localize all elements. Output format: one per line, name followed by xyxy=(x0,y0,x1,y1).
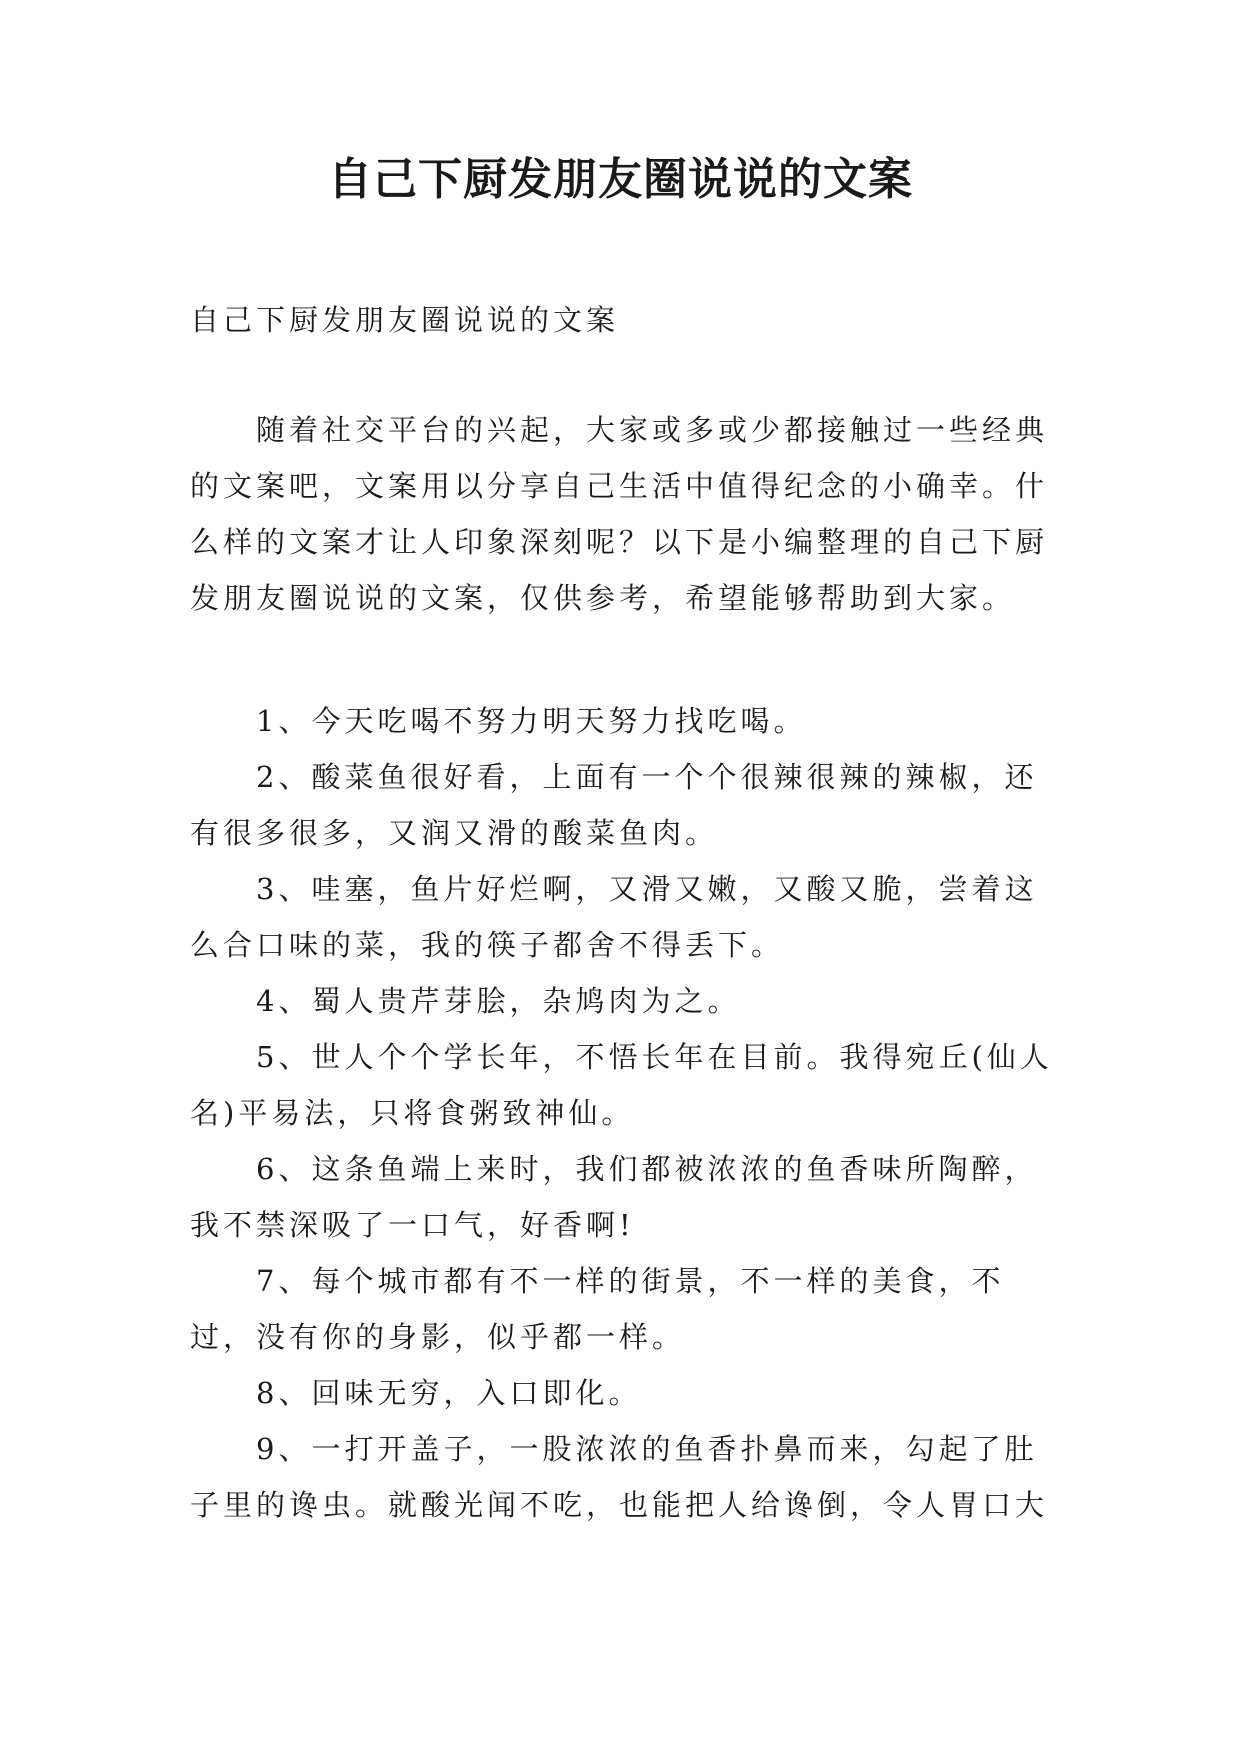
intro-paragraph: 随着社交平台的兴起，大家或多或少都接触过一些经典的文案吧，文案用以分享自己生活中值得纪念的小确幸。什么样的文案才让人印象深刻呢？以下是小编整理的自己下厨发朋友圈说说的文案，仅供参考，希望能够帮助到大家。 xyxy=(190,413,1049,615)
list-item: 8、回味无穷，入口即化。 xyxy=(256,1376,642,1410)
list-item: 4、蜀人贵芹芽脍，杂鸠肉为之。 xyxy=(256,984,741,1018)
list-item: 5、世人个个学长年，不悟长年在目前。我得宛丘(仙人名)平易法，只将食粥致神仙。 xyxy=(190,1040,1053,1130)
list-item: 7、每个城市都有不一样的街景，不一样的美食，不过，没有你的身影，似乎都一样。 xyxy=(190,1264,1005,1354)
list-item: 9、一打开盖子，一股浓浓的鱼香扑鼻而来，勾起了肚子里的谗虫。就酸光闻不吃，也能把人给谗倒，令人胃口大 xyxy=(190,1432,1049,1522)
list-item: 2、酸菜鱼很好看，上面有一个个很辣很辣的辣椒，还有很多很多，又润又滑的酸菜鱼肉。 xyxy=(190,760,1038,850)
list-item: 3、哇塞，鱼片好烂啊，又滑又嫩，又酸又脆，尝着这么合口味的菜，我的筷子都舍不得丢下。 xyxy=(190,872,1038,962)
list-item: 6、这条鱼端上来时，我们都被浓浓的鱼香味所陶醉，我不禁深吸了一口气，好香啊! xyxy=(190,1152,1038,1242)
caption-list xyxy=(190,693,1060,1533)
document-title: 自己下厨发朋友圈说说的文案 xyxy=(328,154,913,205)
list-item: 1、今天吃喝不努力明天努力找吃喝。 xyxy=(256,704,807,738)
document-subtitle: 自己下厨发朋友圈说说的文案 xyxy=(190,303,620,337)
